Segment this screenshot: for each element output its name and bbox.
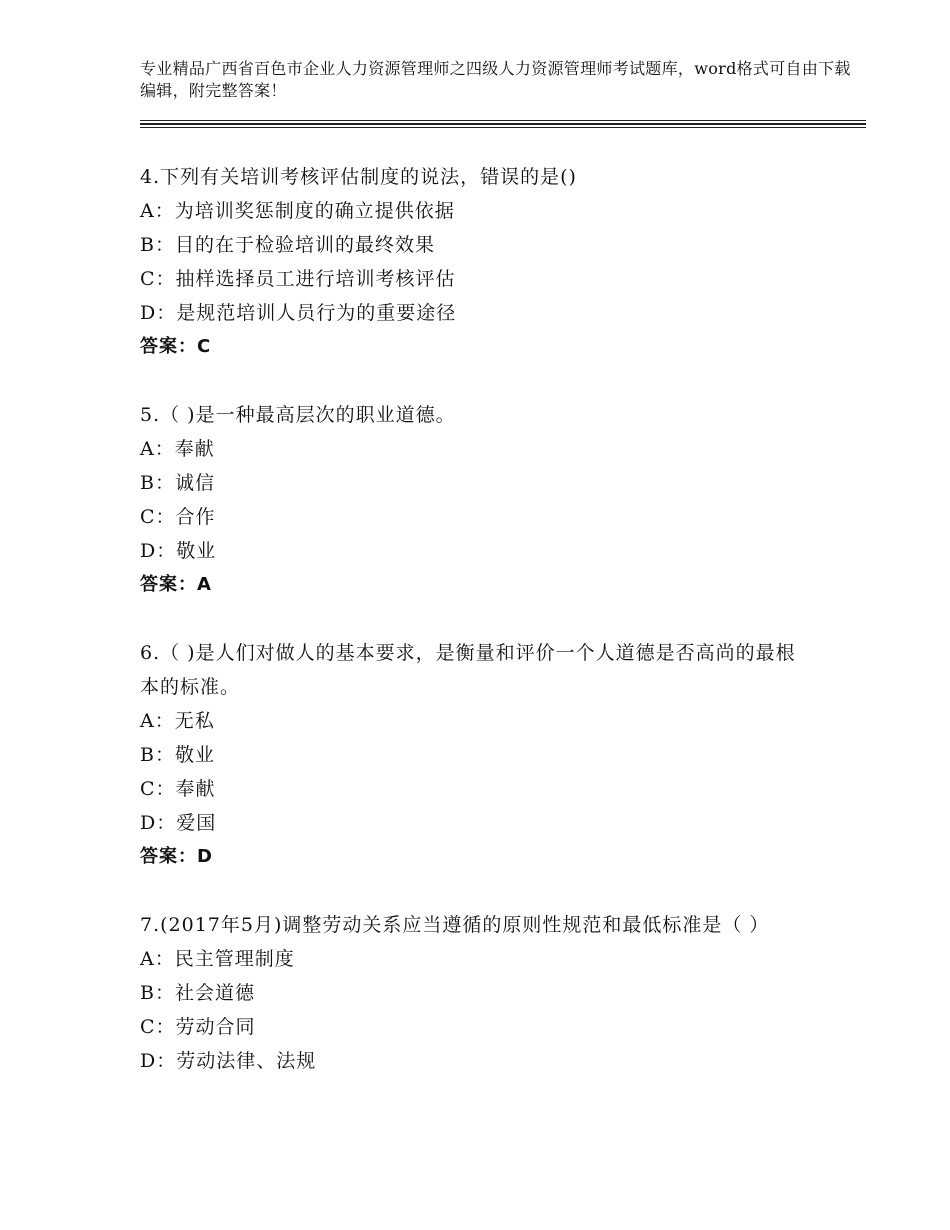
question-5 bbox=[140, 398, 820, 602]
option-d: D：爱国 bbox=[140, 812, 217, 834]
spacer bbox=[140, 364, 820, 398]
option-a: A：为培训奖惩制度的确立提供依据 bbox=[140, 200, 455, 222]
option-b: B：社会道德 bbox=[140, 982, 255, 1004]
option-d: D：劳动法律、法规 bbox=[140, 1050, 317, 1072]
option-b: B：敬业 bbox=[140, 744, 215, 766]
option-b: B：目的在于检验培训的最终效果 bbox=[140, 234, 435, 256]
option-c: C：劳动合同 bbox=[140, 1016, 256, 1038]
question-4 bbox=[140, 160, 820, 364]
option-c: C：抽样选择员工进行培训考核评估 bbox=[140, 268, 456, 290]
header-rule-bottom bbox=[140, 127, 866, 128]
option-a: A：无私 bbox=[140, 710, 215, 732]
question-6 bbox=[140, 636, 820, 874]
question-stem: 4.下列有关培训考核评估制度的说法，错误的是() bbox=[140, 166, 577, 188]
spacer bbox=[140, 874, 820, 908]
question-stem: 6.（ )是人们对做人的基本要求，是衡量和评价一个人道德是否高尚的最根本的标准。 bbox=[140, 642, 796, 698]
spacer bbox=[140, 602, 820, 636]
header-rule-middle bbox=[140, 123, 866, 125]
option-a: A：奉献 bbox=[140, 438, 215, 460]
question-7 bbox=[140, 908, 820, 1078]
question-stem: 7.(2017年5月)调整劳动关系应当遵循的原则性规范和最低标准是（ ） bbox=[140, 914, 770, 936]
option-a: A：民主管理制度 bbox=[140, 948, 295, 970]
option-d: D：敬业 bbox=[140, 540, 217, 562]
answer-line: 答案：C bbox=[140, 336, 212, 357]
answer-line: 答案：D bbox=[140, 846, 213, 867]
question-list bbox=[140, 160, 820, 1078]
header-rule-top bbox=[140, 120, 866, 121]
option-c: C：奉献 bbox=[140, 778, 216, 800]
answer-line: 答案：A bbox=[140, 574, 212, 595]
option-b: B：诚信 bbox=[140, 472, 215, 494]
option-c: C：合作 bbox=[140, 506, 216, 528]
option-d: D：是规范培训人员行为的重要途径 bbox=[140, 302, 457, 324]
document-header: 专业精品广西省百色市企业人力资源管理师之四级人力资源管理师考试题库，word格式可自由下载编辑，附完整答案！ bbox=[140, 59, 851, 100]
question-stem: 5.（ )是一种最高层次的职业道德。 bbox=[140, 404, 456, 426]
